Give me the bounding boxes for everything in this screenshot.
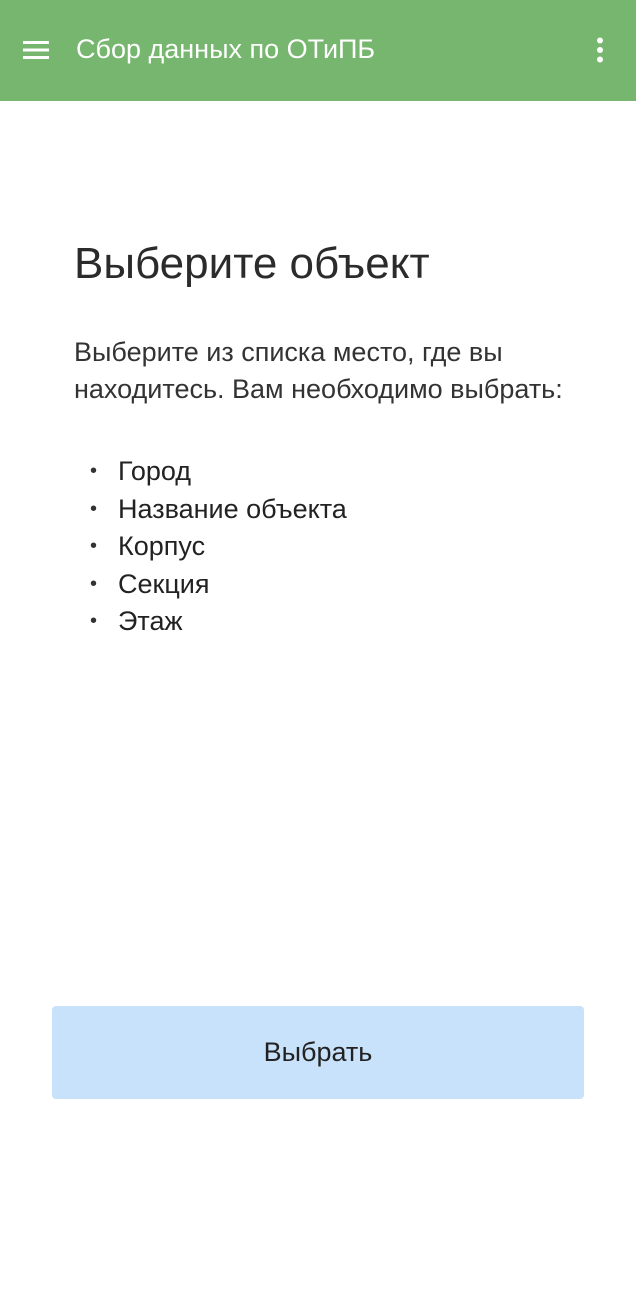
app-bar bbox=[0, 0, 636, 101]
list-item-label: Город bbox=[118, 456, 192, 486]
bullet-icon: • bbox=[90, 572, 98, 595]
bullet-icon: • bbox=[90, 497, 98, 520]
list-item-label: Корпус bbox=[118, 531, 206, 561]
bullet-icon: • bbox=[90, 460, 98, 482]
list-item bbox=[74, 491, 574, 529]
list-item bbox=[74, 528, 574, 566]
list-item-label: Название объекта bbox=[118, 493, 347, 524]
page-title: Выберите объект bbox=[74, 239, 430, 288]
bullet-icon: • bbox=[90, 610, 98, 632]
menu-button[interactable] bbox=[14, 28, 58, 72]
instructions-text: Выберите из списка место, где вы находитесь. Вам необходимо выбрать: bbox=[74, 337, 563, 404]
list-item bbox=[74, 603, 574, 641]
select-button[interactable]: Выбрать bbox=[52, 1006, 584, 1099]
main-content bbox=[74, 236, 574, 641]
bullet-icon: • bbox=[90, 535, 98, 557]
app-title: Сбор данных по ОТиПБ bbox=[76, 34, 376, 64]
list-item-label: Этаж bbox=[118, 606, 183, 636]
list-item-label: Секция bbox=[118, 568, 210, 599]
list-item bbox=[74, 453, 574, 491]
more-options-button[interactable] bbox=[578, 28, 622, 72]
requirements-list bbox=[74, 453, 574, 641]
list-item bbox=[74, 566, 574, 604]
hamburger-menu-icon bbox=[23, 40, 49, 60]
more-vertical-icon bbox=[596, 37, 604, 63]
